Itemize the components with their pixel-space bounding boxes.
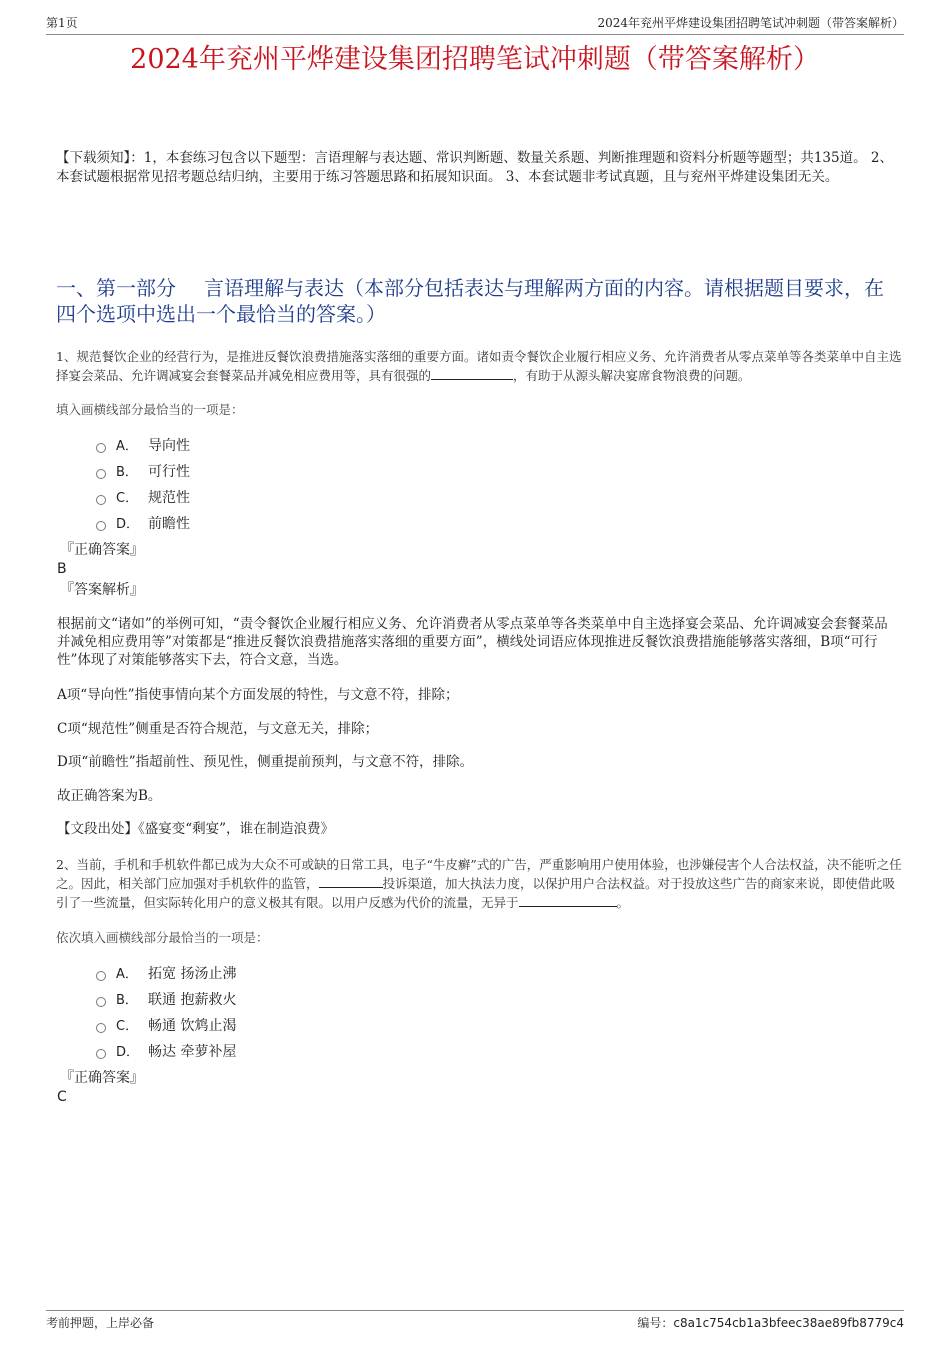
answer-label: 『正确答案』 — [60, 542, 144, 558]
analysis-label: 『答案解析』 — [60, 582, 144, 598]
question-2-stem-text: 2、当前，手机和手机软件都已成为大众不可或缺的日常工具，电子“牛皮癣”式的广告，严重影响用户使用体验，也涉嫌侵害个人合法权益，决不能听之任之。因此，相关部门应加强对手机软件的监管， — [56, 857, 902, 891]
question-1-stem-text: 1、规范餐饮企业的经营行为，是推进反餐饮浪费措施落实落细的重要方面。诸如责令餐饮企业履行相应义务、允许消费者从零点菜单等各类菜单中自主选择宴会菜品、允许调减宴会套餐菜品并减免相应费用等，具有很强的 — [56, 349, 902, 383]
section-heading — [56, 275, 896, 327]
option-d[interactable]: D． 前瞻性 — [96, 511, 190, 537]
option-a[interactable]: A． 拓宽 扬汤止沸 — [96, 961, 236, 987]
radio-icon[interactable] — [96, 521, 106, 531]
analysis-paragraph: D项“前瞻性”指超前性、预见性，侧重提前预判，与文意不符，排除。 — [57, 754, 474, 770]
question-1-options — [96, 433, 190, 537]
page-number: 第1页 — [46, 16, 78, 30]
question-2-stem-middle: 投诉渠道，加大执法力度，以保护用户合法权益。对于投放这些广告的商家来说，即使借此吸引了一些流量，但实际转化用户的意义极其有限。以用户反感为代价的流量，无异于 — [56, 876, 896, 910]
question-2-stem — [56, 855, 902, 912]
page-header — [46, 14, 904, 35]
radio-icon[interactable] — [96, 443, 106, 453]
source-citation: 【文段出处】《盛宴变“剩宴”，谁在制造浪费》 — [57, 821, 335, 837]
section-title-text: 言语理解与表达（本部分包括表达与理解两方面的内容。请根据题目要求，在四个选项中选出一个最恰当的答案。） — [56, 276, 884, 326]
option-d[interactable]: D． 畅达 牵萝补屋 — [96, 1039, 236, 1065]
answer-value: B — [57, 561, 67, 577]
page-footer — [46, 1310, 904, 1331]
radio-icon[interactable] — [96, 1023, 106, 1033]
question-2-stem-tail: 。 — [616, 895, 630, 910]
option-a[interactable]: A． 导向性 — [96, 433, 190, 459]
footer-slogan: 考前押题，上岸必备 — [46, 1316, 155, 1330]
answer-label: 『正确答案』 — [60, 1070, 144, 1086]
analysis-paragraph: A项“导向性”指使事情向某个方面发展的特性，与文意不符，排除； — [57, 687, 459, 703]
radio-icon[interactable] — [96, 495, 106, 505]
fill-blank — [519, 894, 617, 907]
radio-icon[interactable] — [96, 997, 106, 1007]
question-1-stem — [56, 347, 902, 385]
analysis-paragraph: 故正确答案为B。 — [57, 788, 162, 804]
download-notice: 【下载须知】：1，本套练习包含以下题型：言语理解与表达题、常识判断题、数量关系题、判断推理题和资料分析题等题型；共135道。 2、本套试题根据常见招考题总结归纳，主要用于练习答题思路和拓展知识面。 3、本套试题非考试真题，且与兖州平烨建设集团无关。 — [56, 150, 893, 185]
option-b[interactable]: B． 可行性 — [96, 459, 190, 485]
radio-icon[interactable] — [96, 1049, 106, 1059]
document-title: 2024年兖州平烨建设集团招聘笔试冲刺题（带答案解析） — [130, 44, 820, 75]
section-number: 一、第一部分 — [56, 276, 176, 300]
fill-blank — [431, 367, 513, 380]
option-c[interactable]: C． 畅通 饮鸩止渴 — [96, 1013, 236, 1039]
option-b[interactable]: B． 联通 抱薪救火 — [96, 987, 236, 1013]
analysis-paragraph: C项“规范性”侧重是否符合规范，与文意无关，排除； — [57, 721, 379, 737]
analysis-paragraph: 根据前文“诸如”的举例可知，“责令餐饮企业履行相应义务、允许消费者从零点菜单等各类菜单中自主选择宴会菜品、允许调减宴会套餐菜品并减免相应费用等”对策都是“推进反餐饮浪费措施落实落细的重要方面”，横线处词语应体现推进反餐饮浪费措施能够落实落细，B项“可行性”体现了对策能够落实下去，符合文意，当选。 — [57, 616, 888, 668]
radio-icon[interactable] — [96, 469, 106, 479]
question-1-prompt: 填入画横线部分最恰当的一项是： — [56, 402, 244, 417]
document-code: 编号：c8a1c754cb1a3bfeec38ae89fb8779c4 — [637, 1316, 904, 1330]
question-1-stem-tail: ，有助于从源头解决宴席食物浪费的问题。 — [513, 368, 751, 383]
question-2-options — [96, 961, 236, 1065]
answer-value: C — [57, 1089, 67, 1105]
header-doc-name: 2024年兖州平烨建设集团招聘笔试冲刺题（带答案解析） — [597, 16, 904, 30]
option-c[interactable]: C． 规范性 — [96, 485, 190, 511]
fill-blank — [319, 875, 383, 888]
question-2-prompt: 依次填入画横线部分最恰当的一项是： — [56, 930, 269, 945]
radio-icon[interactable] — [96, 971, 106, 981]
